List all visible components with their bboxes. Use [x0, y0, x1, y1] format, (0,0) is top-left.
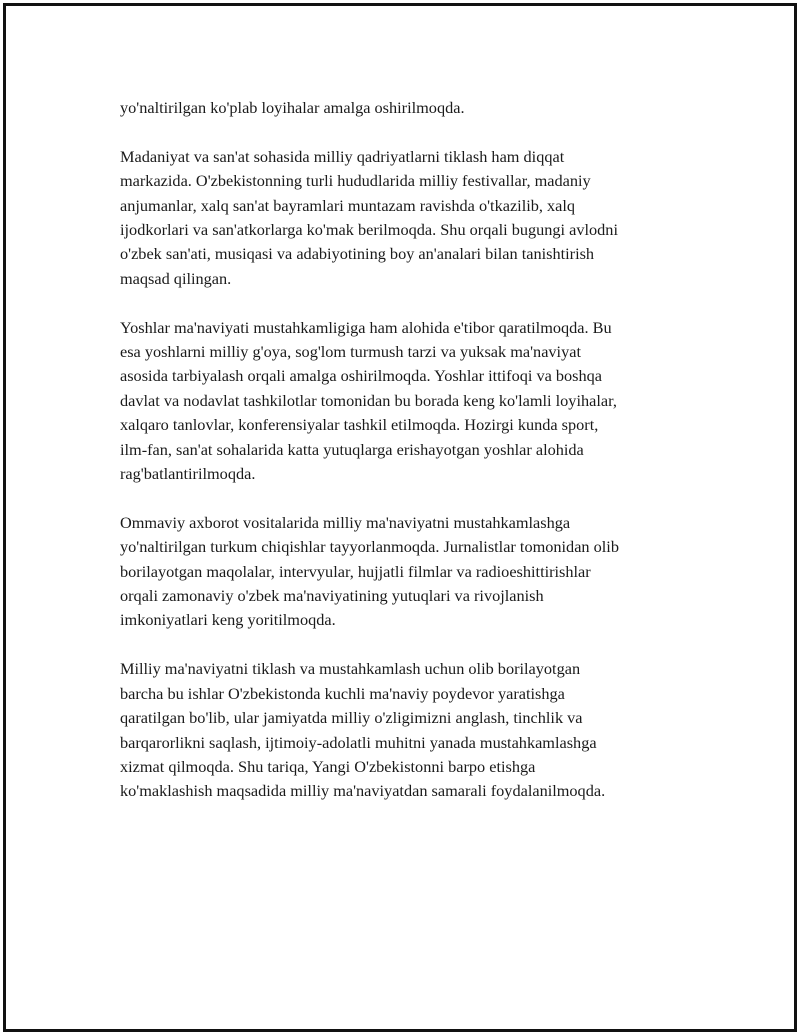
page-frame — [3, 3, 797, 1032]
document-body — [120, 96, 690, 828]
paragraph-2: Madaniyat va san'at sohasida milliy qadriyatlarni tiklash ham diqqat markazida. O'zbekistonning turli hududlarida milliy festivallar, madaniy anjumanlar, xalq san'at bayramlari muntazam ravishda o'tkazilib, xalq ijodkorlari va san'atkorlarga ko'mak berilmoqda. Shu orqali bugungi avlodni o'zbek san'ati, musiqasi va adabiyotining boy an'analari bilan tanishtirish maqsad qilingan. — [120, 146, 618, 288]
paragraph-5: Milliy ma'naviyatni tiklash va mustahkamlash uchun olib borilayotgan barcha bu ishlar O'zbekistonda kuchli ma'naviy poydevor yaratishga qaratilgan bo'lib, ular jamiyatda milliy o'zligimizni anglash, tinchlik va barqarorlikni saqlash, ijtimoiy-adolatli muhitni yanada mustahkamlashga xizmat qilmoqda. Shu tariqa, Yangi O'zbekistonni barpo etishga ko'maklashish maqsadida milliy ma'naviyatdan samarali foydalanilmoqda. — [120, 659, 606, 801]
paragraph-4: Ommaviy axborot vositalarida milliy ma'naviyatni mustahkamlashga yo'naltirilgan turkum chiqishlar tayyorlanmoqda. Jurnalistlar tomonidan olib borilayotgan maqolalar, intervyular, hujjatli filmlar va radioeshittirishlar orqali zamonaviy o'zbek ma'naviyatining yutuqlari va rivojlanish imkoniyatlari keng yoritilmoqda. — [120, 512, 619, 630]
paragraph-3: Yoshlar ma'naviyati mustahkamligiga ham alohida e'tibor qaratilmoqda. Bu esa yoshlarni milliy g'oya, sog'lom turmush tarzi va yuksak ma'naviyat asosida tarbiyalash orqali amalga oshirilmoqda. Yoshlar ittifoqi va boshqa davlat va nodavlat tashkilotlar tomonidan bu borada keng ko'lamli loyihalar, xalqaro tanlovlar, konferensiyalar tashkil etilmoqda. Hozirgi kunda sport, ilm-fan, san'at sohalarida katta yutuqlarga erishayotgan yoshlar alohida rag'batlantirilmoqda. — [120, 317, 617, 484]
paragraph-1: yo'naltirilgan ko'plab loyihalar amalga oshirilmoqda. — [120, 98, 465, 117]
